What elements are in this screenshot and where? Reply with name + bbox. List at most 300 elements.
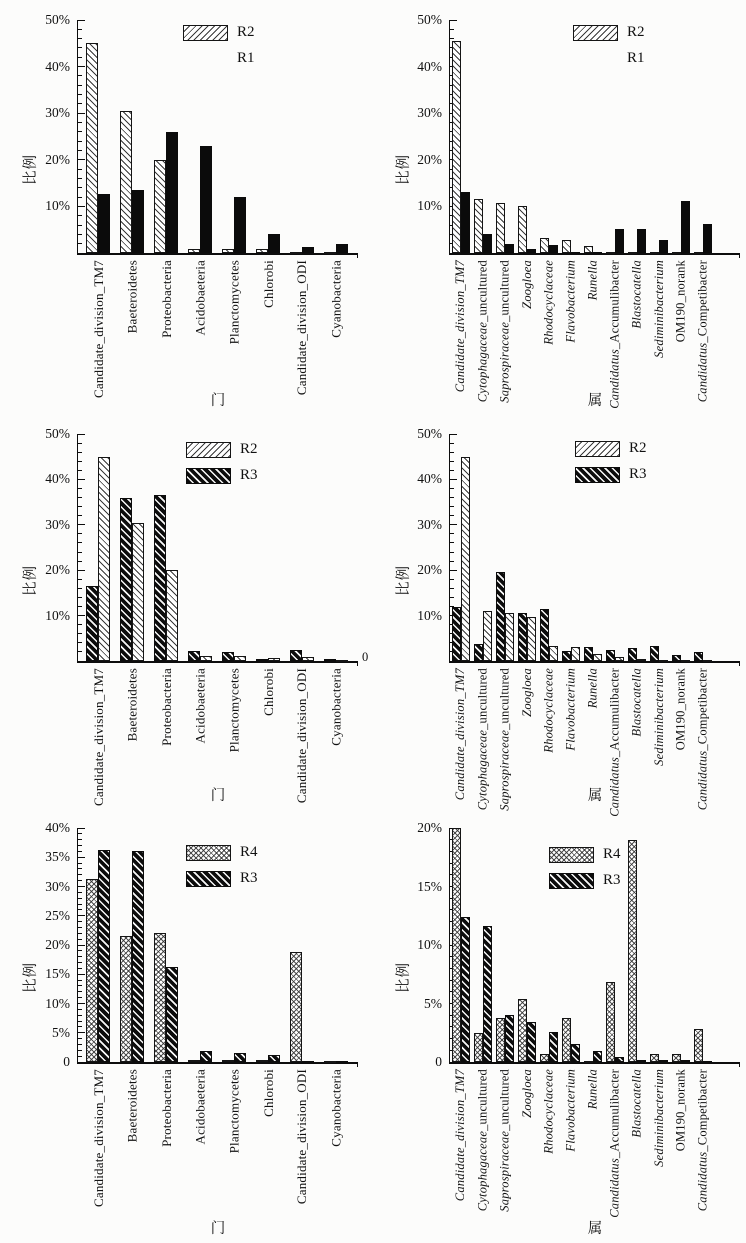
bar-r3-4 [222, 652, 234, 661]
bar-r4-8 [628, 840, 637, 1062]
legend-label: R1 [237, 50, 255, 66]
y-minor-tick [78, 880, 82, 881]
y-axis-title: 比例 [23, 962, 39, 993]
bar-r1-0 [461, 192, 470, 253]
bar-r3-2 [166, 967, 178, 1062]
category-label: Zoogloea [519, 1069, 534, 1118]
y-tick-label: 50% [417, 12, 442, 27]
bar-r2-11 [694, 252, 703, 254]
y-tick-label: 5% [52, 1024, 70, 1040]
y-minor-tick [450, 597, 454, 598]
category-label: Acidobaeteria [192, 260, 208, 336]
bar-r3-0 [461, 917, 470, 1062]
bar-r3-0 [98, 850, 110, 1062]
bar-r3-10 [672, 655, 681, 661]
legend-swatch-r3 [575, 467, 620, 483]
y-major-tick [78, 159, 85, 160]
bar-r2-6 [584, 246, 593, 253]
bar-r1-6 [593, 252, 602, 254]
legend-swatch-r2 [573, 25, 618, 41]
bar-r3-4 [549, 1032, 558, 1062]
bar-r4-2 [154, 933, 166, 1062]
y-minor-tick [78, 29, 82, 30]
bar-r1-9 [659, 240, 668, 253]
bar-r4-7 [324, 1061, 336, 1063]
y-axis-title: 比例 [396, 564, 412, 596]
category-label: Candidate_division_TM7 [90, 260, 106, 398]
legend-entry-r4 [186, 844, 258, 861]
y-major-tick [78, 20, 85, 21]
y-tick-label: 40% [45, 471, 70, 487]
y-major-tick [78, 570, 85, 571]
bar-r1-3 [200, 146, 212, 253]
y-minor-tick [78, 234, 82, 235]
y-minor-tick [78, 178, 82, 179]
category-label: Candidatus_Competibacter [695, 260, 710, 403]
x-axis-title: 门 [210, 393, 226, 409]
bar-r4-3 [188, 1060, 200, 1062]
legend-swatch-r4 [549, 847, 594, 863]
y-tick-label: 10% [45, 995, 70, 1011]
y-minor-tick [450, 461, 454, 462]
y-axis-title: 比例 [396, 153, 412, 185]
x-axis [449, 1062, 741, 1064]
axis-end-zero-label: 0 [362, 650, 369, 664]
y-minor-tick [450, 470, 454, 471]
legend-entry-r2 [186, 441, 258, 458]
y-minor-tick [78, 243, 82, 244]
y-minor-tick [450, 38, 454, 39]
bar-r4-4 [540, 1054, 549, 1062]
bar-r4-0 [452, 828, 461, 1062]
legend-entry-r3 [186, 870, 258, 887]
bar-r4-4 [222, 1060, 234, 1062]
bar-r2-7 [606, 252, 615, 254]
y-major-tick [78, 434, 85, 435]
y-tick-label: 20% [45, 937, 70, 952]
legend-label: R2 [240, 441, 258, 457]
bar-r2-7 [615, 657, 624, 661]
category-label: Blastocatella [629, 668, 644, 737]
bar-r3-4 [540, 609, 549, 661]
bar-r4-6 [584, 1061, 593, 1063]
category-label: Candidatus_Accumulibacter [607, 668, 622, 817]
x-axis [449, 661, 741, 663]
bar-r4-9 [650, 1054, 659, 1062]
bar-r1-0 [98, 194, 110, 253]
bar-r3-3 [188, 651, 200, 661]
y-minor-tick [78, 985, 82, 986]
category-label: Proteobacteria [158, 1069, 174, 1147]
category-label: Baeteroidetes [124, 668, 140, 742]
bar-r3-3 [518, 613, 527, 661]
x-axis [77, 661, 359, 663]
y-minor-tick [78, 461, 82, 462]
category-label: Blastocatella [629, 1069, 644, 1138]
y-minor-tick [78, 1050, 82, 1051]
y-tick-label: 20% [45, 151, 70, 167]
y-minor-tick [78, 497, 82, 498]
y-minor-tick [78, 470, 82, 471]
y-minor-tick [450, 561, 454, 562]
y-tick-label: 30% [45, 878, 70, 894]
category-label: Flavobacterium [563, 260, 578, 343]
bar-r2-1 [120, 111, 132, 253]
y-minor-tick [78, 197, 82, 198]
category-label: Proteobacteria [158, 260, 174, 338]
bar-r2-4 [234, 656, 246, 661]
bar-r2-0 [452, 41, 461, 253]
x-axis-end-tick [357, 1062, 358, 1067]
category-label: Candidate_division_TM7 [90, 668, 106, 806]
category-label: Cytophagaceae_uncultured [475, 260, 490, 403]
bar-r3-8 [637, 1060, 646, 1062]
y-minor-tick [450, 542, 454, 543]
category-label: Chlorobi [260, 668, 276, 716]
y-minor-tick [78, 57, 82, 58]
y-minor-tick [450, 552, 454, 553]
y-major-tick [78, 524, 85, 525]
y-major-tick [78, 66, 85, 67]
category-label: Rhodocyclaceae [541, 260, 556, 345]
x-axis [77, 253, 359, 255]
legend-label: R2 [237, 24, 255, 40]
y-minor-tick [78, 94, 82, 95]
y-minor-tick [78, 122, 82, 123]
bar-r1-7 [336, 244, 348, 253]
bar-r4-11 [694, 1029, 703, 1062]
legend-label: R3 [240, 467, 258, 483]
bar-r2-9 [650, 252, 659, 254]
y-minor-tick [78, 968, 82, 969]
x-axis-title: 属 [587, 1221, 603, 1237]
y-axis [449, 434, 451, 663]
x-axis-end-tick [357, 253, 358, 258]
y-minor-tick [78, 962, 82, 963]
bar-r2-1 [132, 523, 144, 661]
x-axis-title: 门 [210, 788, 226, 804]
category-label: Flavobacterium [563, 668, 578, 751]
y-major-tick [78, 1003, 85, 1004]
y-minor-tick [78, 141, 82, 142]
category-label: Candidatus_Accumulibacter [607, 1069, 622, 1218]
category-label: OM190_norank [673, 1069, 688, 1152]
chart-phylum-r4-vs-r3 [0, 810, 373, 1243]
y-tick-label: 15% [45, 966, 70, 982]
y-tick-label: 40% [45, 58, 70, 74]
y-minor-tick [78, 1009, 82, 1010]
legend-label: R3 [629, 466, 647, 482]
bar-r1-3 [527, 249, 536, 253]
category-label: Candidate_division_TM7 [453, 668, 468, 801]
legend-label: R3 [240, 870, 258, 886]
category-label: Cyanobacteria [328, 1069, 344, 1147]
y-tick-label: 0 [435, 1054, 442, 1069]
category-label: Chlorobi [260, 260, 276, 308]
y-minor-tick [78, 1015, 82, 1016]
category-label: Planctomycetes [226, 1069, 242, 1154]
bar-r1-11 [703, 224, 712, 253]
legend-swatch-r3 [186, 468, 231, 484]
category-label: Candidate_division_ODI [294, 260, 310, 396]
y-axis [77, 434, 79, 663]
bar-r1-10 [681, 201, 690, 253]
y-minor-tick [78, 651, 82, 652]
chart-genus-r2-vs-r3 [373, 415, 746, 817]
category-label: Zoogloea [519, 668, 534, 717]
category-label: OM190_norank [673, 260, 688, 343]
y-minor-tick [78, 552, 82, 553]
category-label: Sediminibacterium [651, 668, 666, 766]
y-minor-tick [78, 588, 82, 589]
bar-r3-2 [496, 572, 505, 661]
y-minor-tick [78, 187, 82, 188]
x-axis-end-tick [357, 661, 358, 666]
y-minor-tick [78, 868, 82, 869]
legend-swatch-r3 [186, 871, 231, 887]
bar-r4-6 [290, 952, 302, 1062]
y-major-tick [450, 434, 457, 435]
y-minor-tick [450, 29, 454, 30]
bar-r2-4 [540, 238, 549, 253]
legend-entry-r2 [573, 24, 645, 41]
bar-r2-2 [496, 203, 505, 253]
bar-r1-4 [234, 197, 246, 253]
y-minor-tick [78, 898, 82, 899]
y-major-tick [450, 524, 457, 525]
category-label: Runella [585, 668, 600, 709]
y-minor-tick [78, 845, 82, 846]
bar-r3-6 [290, 650, 302, 661]
bar-r2-5 [268, 658, 280, 661]
y-minor-tick [78, 1038, 82, 1039]
bar-r3-6 [593, 1051, 602, 1062]
legend-entry-r3 [549, 872, 621, 889]
y-minor-tick [78, 624, 82, 625]
bar-r2-11 [703, 660, 712, 662]
legend-label: R2 [629, 440, 647, 456]
legend-entry-r2 [183, 24, 255, 41]
y-tick-label: 30% [45, 516, 70, 532]
y-major-tick [78, 206, 85, 207]
bar-r3-5 [562, 651, 571, 661]
category-label: Zoogloea [519, 260, 534, 309]
y-minor-tick [78, 892, 82, 893]
bar-r2-7 [324, 252, 336, 254]
y-axis-title: 比例 [23, 564, 39, 596]
y-major-tick [78, 615, 85, 616]
y-axis [449, 20, 451, 255]
legend-swatch-r3 [549, 873, 594, 889]
y-minor-tick [78, 1021, 82, 1022]
x-axis-title: 属 [587, 788, 603, 804]
legend-label: R2 [627, 24, 645, 40]
category-label: Saprospiraceae_uncultured [497, 668, 512, 811]
y-tick-label: 40% [45, 820, 70, 835]
y-minor-tick [78, 533, 82, 534]
legend-label: R1 [627, 50, 645, 66]
y-major-tick [450, 570, 457, 571]
y-minor-tick [78, 839, 82, 840]
bar-r3-4 [234, 1053, 246, 1062]
y-tick-label: 15% [417, 878, 442, 894]
y-minor-tick [78, 1056, 82, 1057]
y-minor-tick [78, 169, 82, 170]
bar-r2-5 [562, 240, 571, 253]
y-tick-label: 50% [417, 426, 442, 441]
legend-entry-r3 [575, 466, 647, 483]
legend-entry-r4 [549, 846, 621, 863]
y-tick-label: 10% [417, 937, 442, 952]
category-label: Cyanobacteria [328, 668, 344, 746]
bar-r3-1 [483, 926, 492, 1062]
category-label: Runella [585, 1069, 600, 1110]
y-tick-label: 5% [424, 995, 442, 1011]
category-label: Planctomycetes [226, 668, 242, 753]
bar-r1-2 [505, 244, 514, 253]
bar-r3-2 [154, 495, 166, 661]
bar-r3-5 [571, 1044, 580, 1062]
bar-r4-1 [474, 1033, 483, 1062]
legend-swatch-r1 [183, 51, 228, 67]
y-minor-tick [78, 452, 82, 453]
bar-r1-1 [132, 190, 144, 253]
legend-entry-r1 [573, 50, 645, 67]
y-minor-tick [450, 452, 454, 453]
y-minor-tick [78, 909, 82, 910]
y-tick-label: 30% [417, 105, 442, 121]
y-axis-title: 比例 [396, 962, 412, 993]
y-minor-tick [78, 863, 82, 864]
y-minor-tick [78, 542, 82, 543]
y-tick-label: 10% [45, 198, 70, 214]
category-label: OM190_norank [673, 668, 688, 751]
bar-r2-6 [290, 252, 302, 254]
y-minor-tick [78, 85, 82, 86]
y-tick-label: 25% [45, 907, 70, 923]
bar-r3-7 [336, 1061, 348, 1063]
x-axis [77, 1062, 359, 1064]
category-label: Flavobacterium [563, 1069, 578, 1152]
bar-r3-9 [650, 646, 659, 661]
y-minor-tick [78, 1044, 82, 1045]
bar-r3-1 [120, 498, 132, 661]
y-minor-tick [78, 642, 82, 643]
bar-r4-2 [496, 1018, 505, 1062]
bar-r2-9 [659, 660, 668, 662]
bar-r2-5 [571, 647, 580, 661]
y-minor-tick [450, 506, 454, 507]
bar-r2-2 [166, 570, 178, 661]
y-tick-label: 50% [45, 426, 70, 441]
x-axis-title: 门 [210, 1221, 226, 1237]
bar-r3-11 [694, 652, 703, 661]
bar-r3-5 [256, 659, 268, 661]
category-label: Blastocatella [629, 260, 644, 329]
y-minor-tick [78, 991, 82, 992]
y-minor-tick [78, 921, 82, 922]
y-minor-tick [78, 75, 82, 76]
bar-r3-7 [615, 1057, 624, 1062]
y-minor-tick [450, 579, 454, 580]
bar-r2-7 [336, 660, 348, 662]
category-label: Rhodocyclaceae [541, 1069, 556, 1154]
y-minor-tick [78, 47, 82, 48]
y-minor-tick [450, 515, 454, 516]
y-minor-tick [450, 497, 454, 498]
y-minor-tick [78, 103, 82, 104]
y-minor-tick [78, 488, 82, 489]
bar-r2-2 [154, 160, 166, 253]
bar-r2-5 [256, 249, 268, 253]
category-label: Chlorobi [260, 1069, 276, 1117]
bar-r2-0 [98, 457, 110, 661]
bar-r3-8 [628, 648, 637, 661]
bar-r1-8 [637, 229, 646, 253]
bar-r3-3 [200, 1051, 212, 1062]
chart-phylum-r2-vs-r3 [0, 415, 373, 810]
y-tick-label: 20% [417, 151, 442, 167]
bar-r4-5 [562, 1018, 571, 1062]
y-tick-label: 30% [45, 105, 70, 121]
category-label: Acidobaeteria [192, 1069, 208, 1145]
legend-label: R3 [603, 872, 621, 888]
y-tick-label: 10% [45, 607, 70, 623]
y-major-tick [78, 915, 85, 916]
bar-r3-7 [606, 650, 615, 661]
y-major-tick [78, 479, 85, 480]
legend-entry-r2 [575, 440, 647, 457]
y-minor-tick [450, 443, 454, 444]
y-tick-label: 20% [417, 562, 442, 578]
y-major-tick [78, 113, 85, 114]
y-minor-tick [78, 443, 82, 444]
bar-r3-1 [132, 851, 144, 1062]
y-minor-tick [450, 533, 454, 534]
x-axis-title: 属 [587, 393, 603, 409]
y-tick-label: 40% [417, 58, 442, 74]
category-label: Cyanobacteria [328, 260, 344, 338]
bar-r4-10 [672, 1054, 681, 1062]
y-tick-label: 0 [63, 1054, 70, 1069]
y-major-tick [78, 828, 85, 829]
y-minor-tick [450, 488, 454, 489]
bar-r3-0 [86, 586, 98, 661]
y-minor-tick [78, 956, 82, 957]
x-axis-end-tick [739, 253, 740, 258]
category-label: Proteobacteria [158, 668, 174, 746]
bar-r3-0 [452, 607, 461, 661]
bar-r2-3 [200, 656, 212, 661]
bar-r2-1 [483, 611, 492, 661]
category-label: Acidobaeteria [192, 668, 208, 744]
y-minor-tick [78, 579, 82, 580]
y-minor-tick [78, 215, 82, 216]
legend-swatch-r1 [573, 51, 618, 67]
y-major-tick [78, 945, 85, 946]
y-minor-tick [78, 506, 82, 507]
legend-swatch-r2 [186, 442, 231, 458]
bar-r2-0 [86, 43, 98, 253]
category-label: Baeteroidetes [124, 1069, 140, 1143]
bar-r1-5 [571, 252, 580, 254]
y-minor-tick [78, 225, 82, 226]
x-axis-end-tick [739, 661, 740, 666]
y-minor-tick [78, 851, 82, 852]
bar-r2-8 [637, 659, 646, 661]
y-minor-tick [78, 561, 82, 562]
category-label: Candidate_division_ODI [294, 668, 310, 804]
